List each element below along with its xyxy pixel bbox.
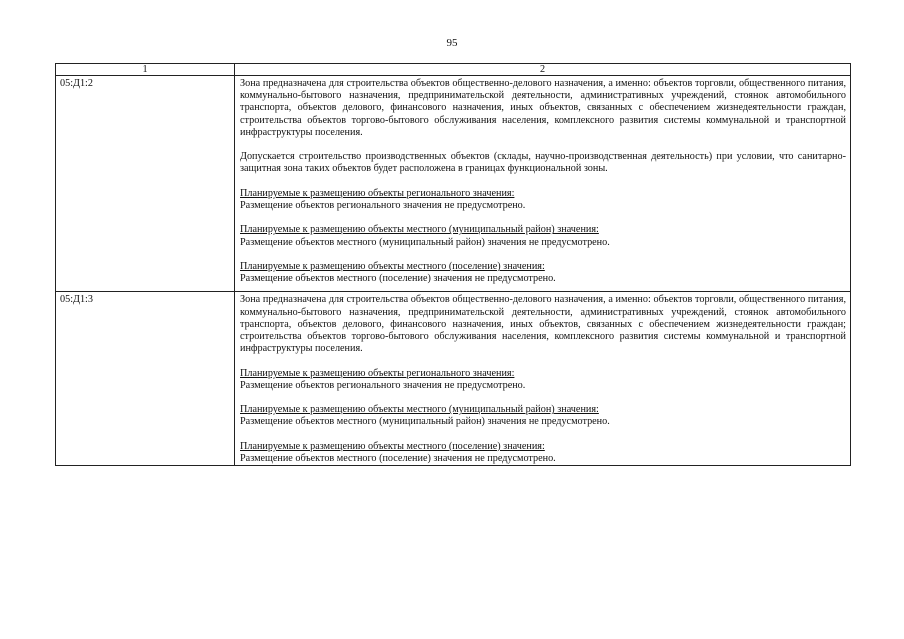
zone-purpose-paragraph: Зона предназначена для строительства объектов общественно-делового назначения, а именно: объектов торговли, общественного питания, коммунально-бытового назначения, предпринимательской деятельности, административных учреждений, стоянок автомобильного транспорта, объектов делового, финансового назначения, иных объектов, связанных с обеспечением жизнедеятельности граждан, строительства объектов торгово-бытового обслуживания населения, комплексного развития системы коммунальной и транспортной инфраструктуры поселения. bbox=[240, 78, 846, 138]
settlement-objects-text: Размещение объектов местного (поселение) значения не предусмотрено. bbox=[240, 452, 556, 464]
zone-description-cell bbox=[235, 76, 851, 292]
table-row bbox=[56, 76, 851, 292]
regional-objects-heading: Планируемые к размещению объекты регионального значения: bbox=[240, 187, 515, 199]
zone-purpose-paragraph: Зона предназначена для строительства объектов общественно-делового назначения, а именно: объектов торговли, общественного питания, коммунально-бытового назначения, предпринимательской деятельности, административных учреждений, стоянок автомобильного транспорта, объектов делового, финансового назначения, иных объектов, связанных с обеспечением жизнедеятельности граждан; строительства объектов торгово-бытового обслуживания населения, комплексного развития системы коммунальной и транспортной инфраструктуры поселения. bbox=[240, 294, 846, 355]
zone-allowance-paragraph: Допускается строительство производственных объектов (склады, научно-производственная деятельность) при условии, что санитарно-защитная зона таких объектов будет расположена в границах функциональной зоны. bbox=[240, 151, 846, 175]
settlement-objects-text: Размещение объектов местного (поселение) значения не предусмотрено. bbox=[240, 273, 556, 285]
table-header-row bbox=[56, 64, 851, 76]
page-number: 95 bbox=[446, 37, 458, 49]
zone-code-cell: 05:Д1:3 bbox=[56, 292, 235, 466]
regional-objects-text: Размещение объектов регионального значения не предусмотрено. bbox=[240, 379, 526, 391]
table-row bbox=[56, 292, 851, 466]
column-header-1: 1 bbox=[56, 64, 235, 76]
district-objects-heading: Планируемые к размещению объекты местного (муниципальный район) значения: bbox=[240, 224, 599, 236]
zones-table bbox=[55, 63, 851, 466]
zone-description-cell bbox=[235, 292, 851, 466]
regional-objects-text: Размещение объектов регионального значения не предусмотрено. bbox=[240, 200, 526, 211]
district-objects-heading: Планируемые к размещению объекты местного (муниципальный район) значения: bbox=[240, 404, 599, 416]
zone-code-cell: 05:Д1:2 bbox=[56, 76, 235, 292]
district-objects-text: Размещение объектов местного (муниципальный район) значения не предусмотрено. bbox=[240, 236, 610, 248]
settlement-objects-heading: Планируемые к размещению объекты местного (поселение) значения: bbox=[240, 260, 545, 272]
regional-objects-heading: Планируемые к размещению объекты регионального значения: bbox=[240, 367, 515, 379]
settlement-objects-heading: Планируемые к размещению объекты местного (поселение) значения: bbox=[240, 440, 545, 452]
district-objects-text: Размещение объектов местного (муниципальный район) значения не предусмотрено. bbox=[240, 416, 610, 428]
column-header-2: 2 bbox=[235, 64, 851, 76]
